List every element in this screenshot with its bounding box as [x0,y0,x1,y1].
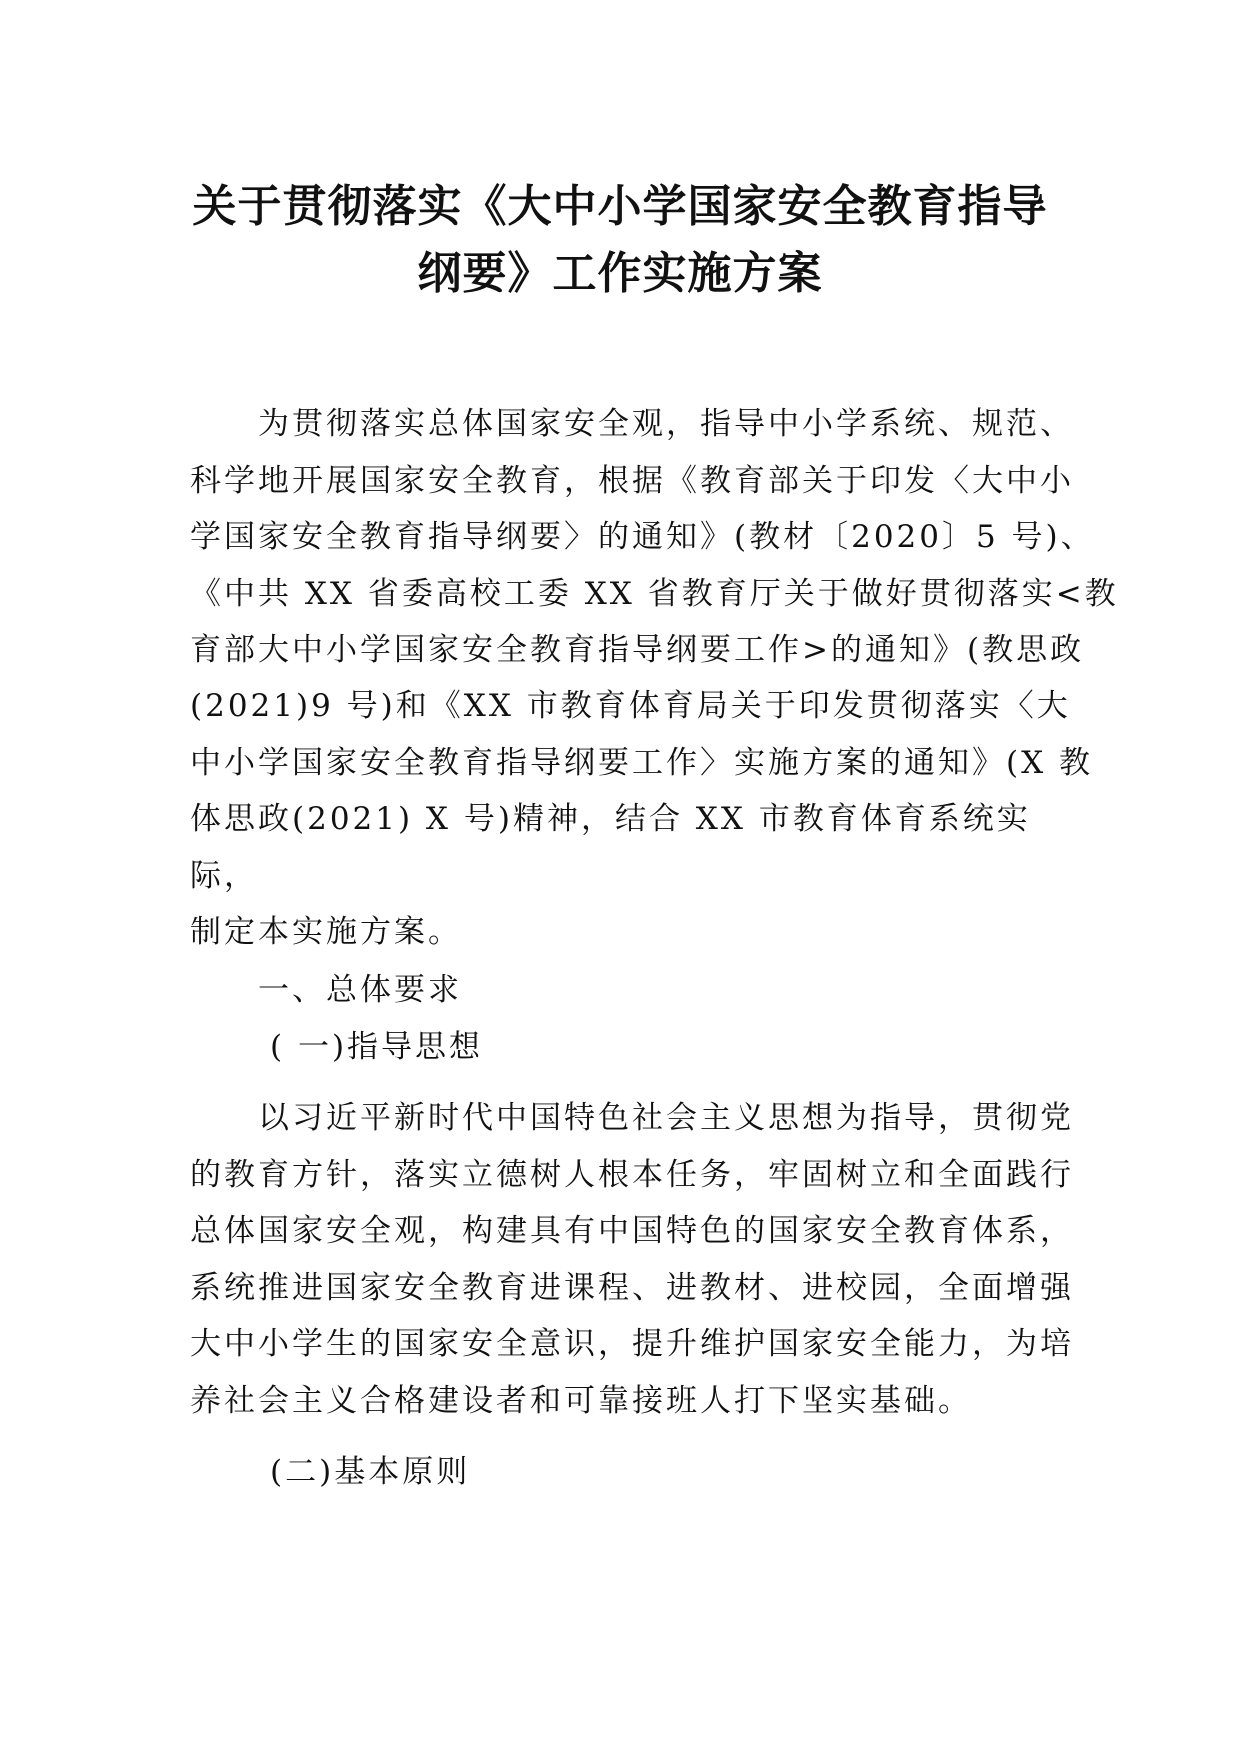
paragraph-line: 际， [190,858,258,894]
paragraph-line: 制定本实施方案。 [190,914,462,950]
document-title-line-1: 关于贯彻落实《大中小学国家安全教育指导 [192,181,1048,232]
paragraph-line: 《中共 XX 省委高校工委 XX 省教育厅关于做好贯彻落实<教 [190,576,1119,612]
paragraph-line: 中小学国家安全教育指导纲要工作〉实施方案的通知》(X 教 [190,745,1094,781]
paragraph-line: 以习近平新时代中国特色社会主义思想为指导，贯彻党 [258,1100,1074,1136]
paragraph-line: 大中小学生的国家安全意识，提升维护国家安全能力，为培 [190,1326,1074,1362]
subsection-heading-basic-principles: (二)基本原则 [270,1454,471,1490]
paragraph-line: 总体国家安全观，构建具有中国特色的国家安全教育体系， [190,1213,1074,1249]
subsection-heading-guiding-ideology: ( 一)指导思想 [270,1029,484,1065]
paragraph-line: 系统推进国家安全教育进课程、进教材、进校园，全面增强 [190,1270,1074,1306]
document-title-line-2: 纲要》工作实施方案 [417,248,823,299]
paragraph-line: 体思政(2021) X 号)精神，结合 XX 市教育体育系统实 [190,801,1031,837]
paragraph-line: 育部大中小学国家安全教育指导纲要工作>的通知》(教思政 [190,632,1085,668]
paragraph-line: 为贯彻落实总体国家安全观，指导中小学系统、规范、 [258,406,1074,442]
paragraph-line: 养社会主义合格建设者和可靠接班人打下坚实基础。 [190,1383,972,1419]
paragraph-line: 科学地开展国家安全教育，根据《教育部关于印发〈大中小 [190,463,1074,499]
paragraph-line: (2021)9 号)和《XX 市教育体育局关于印发贯彻落实〈大 [190,688,1071,724]
paragraph-line: 的教育方针，落实立德树人根本任务，牢固树立和全面践行 [190,1157,1074,1193]
paragraph-line: 学国家安全教育指导纲要〉的通知》(教材〔2020〕5 号)、 [190,519,1095,555]
section-heading-1: 一、总体要求 [258,972,462,1008]
